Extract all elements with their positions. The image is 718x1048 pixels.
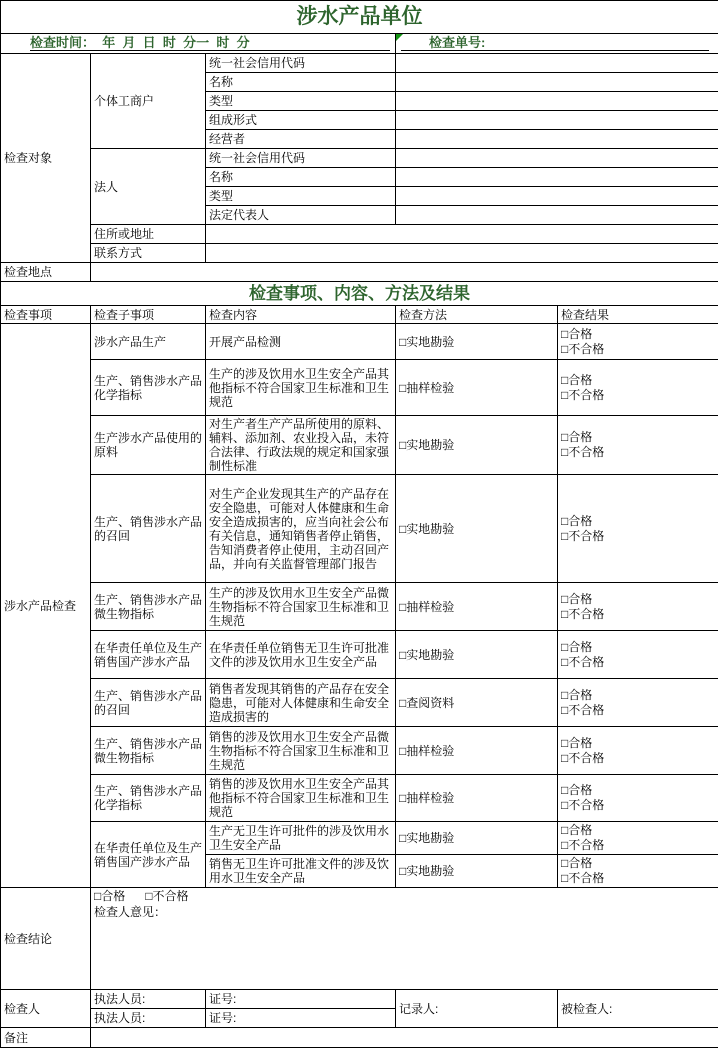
field-value-cell[interactable] <box>396 187 718 206</box>
method-checkbox-cell[interactable]: □抽样检验 <box>396 583 558 631</box>
field-label: 统一社会信用代码 <box>206 149 396 168</box>
content-cell: 对生产者生产产品所使用的原料、辅料、添加剂、农业投入品，未符合法律、行政法规的规定和国家强制性标准 <box>206 416 396 475</box>
result-pass-checkbox[interactable]: □合格 <box>561 823 715 838</box>
table-row <box>1 727 718 775</box>
content-cell: 销售者发现其销售的产品存在安全隐患，可能对人体健康和生命安全造成损害的 <box>206 679 396 727</box>
subitem-cell: 生产、销售涉水产品的召回 <box>91 679 206 727</box>
group-label-individual: 个体工商户 <box>91 54 206 149</box>
result-fail-checkbox[interactable]: □不合格 <box>561 703 715 718</box>
field-value-cell[interactable] <box>396 73 718 92</box>
table-row <box>1 631 718 679</box>
col-header-item: 检查事项 <box>1 306 91 324</box>
field-label: 名称 <box>206 73 396 92</box>
result-pass-checkbox[interactable]: □合格 <box>561 783 715 798</box>
field-value-cell[interactable] <box>396 149 718 168</box>
col-header-result: 检查结果 <box>558 306 718 324</box>
field-label-address: 住所或地址 <box>91 225 206 244</box>
result-cell <box>558 583 718 631</box>
content-cell: 销售的涉及饮用水卫生安全产品其他指标不符合国家卫生标准和卫生规范 <box>206 775 396 822</box>
result-cell <box>558 360 718 416</box>
cert-no-field[interactable]: 证号: <box>206 1009 396 1028</box>
field-value-cell[interactable] <box>396 206 718 225</box>
subitem-cell: 在华责任单位及生产销售国产涉水产品 <box>91 822 206 888</box>
result-pass-checkbox[interactable]: □合格 <box>561 688 715 703</box>
field-label: 组成形式 <box>206 111 396 130</box>
subitem-cell: 生产、销售涉水产品化学指标 <box>91 775 206 822</box>
field-value-cell[interactable] <box>206 244 718 263</box>
result-cell <box>558 822 718 855</box>
inspector-opinion-label: 检查人意见： <box>94 905 715 919</box>
doc-number-label[interactable]: 检查单号: <box>401 35 709 51</box>
location-label: 检查地点 <box>1 263 91 282</box>
object-section-label: 检查对象 <box>1 54 91 263</box>
result-cell <box>558 727 718 775</box>
table-row <box>1 324 718 360</box>
field-label: 统一社会信用代码 <box>206 54 396 73</box>
result-fail-checkbox[interactable]: □不合格 <box>561 838 715 853</box>
field-label-contact: 联系方式 <box>91 244 206 263</box>
result-pass-checkbox[interactable]: □合格 <box>561 373 715 388</box>
result-cell <box>558 324 718 360</box>
table-row <box>1 775 718 822</box>
location-value-cell[interactable] <box>91 263 718 282</box>
conclusion-label: 检查结论 <box>1 888 91 990</box>
result-fail-checkbox[interactable]: □不合格 <box>561 529 715 544</box>
method-checkbox-cell[interactable]: □实地勘验 <box>396 855 558 888</box>
method-checkbox-cell[interactable]: □实地勘验 <box>396 631 558 679</box>
method-checkbox-cell[interactable]: □实地勘验 <box>396 416 558 475</box>
remarks-label: 备注 <box>1 1028 91 1048</box>
result-cell <box>558 475 718 583</box>
subitem-cell: 在华责任单位及生产销售国产涉水产品 <box>91 631 206 679</box>
content-cell: 在华责任单位销售无卫生许可批准文件的涉及饮用水卫生安全产品 <box>206 631 396 679</box>
method-checkbox-cell[interactable]: □实地勘验 <box>396 324 558 360</box>
content-cell: 对生产企业发现其生产的产品存在安全隐患，可能对人体健康和生命安全造成损害的，应当向社会公布有关信息，通知销售者停止销售，告知消费者停止使用，主动召回产品，并向有关监督管理部门报告 <box>206 475 396 583</box>
table-row <box>1 583 718 631</box>
content-cell: 生产无卫生许可批件的涉及饮用水卫生安全产品 <box>206 822 396 855</box>
subitem-cell: 生产、销售涉水产品微生物指标 <box>91 583 206 631</box>
remarks-value-cell[interactable] <box>91 1028 718 1048</box>
result-pass-checkbox[interactable]: □合格 <box>561 640 715 655</box>
doc-number-cell[interactable] <box>396 34 718 54</box>
field-label: 名称 <box>206 168 396 187</box>
subitem-cell: 涉水产品生产 <box>91 324 206 360</box>
content-cell: 生产的涉及饮用水卫生安全产品微生物指标不符合国家卫生标准和卫生规范 <box>206 583 396 631</box>
subitem-cell: 生产、销售涉水产品化学指标 <box>91 360 206 416</box>
result-pass-checkbox[interactable]: □合格 <box>561 856 715 871</box>
table-row <box>1 475 718 583</box>
method-checkbox-cell[interactable]: □实地勘验 <box>396 475 558 583</box>
officer-field[interactable]: 执法人员: <box>91 1009 206 1028</box>
result-fail-checkbox[interactable]: □不合格 <box>561 655 715 670</box>
result-pass-checkbox[interactable]: □合格 <box>561 736 715 751</box>
group-label-legal-person: 法人 <box>91 149 206 225</box>
col-header-content: 检查内容 <box>206 306 396 324</box>
recorder-field[interactable]: 记录人: <box>396 990 558 1028</box>
field-value-cell[interactable] <box>396 111 718 130</box>
officer-field[interactable]: 执法人员: <box>91 990 206 1009</box>
form-title: 涉水产品单位 <box>1 1 718 34</box>
result-fail-checkbox[interactable]: □不合格 <box>561 607 715 622</box>
conclusion-cell[interactable] <box>91 888 718 990</box>
method-checkbox-cell[interactable]: □实地勘验 <box>396 822 558 855</box>
table-row <box>1 360 718 416</box>
field-label: 经营者 <box>206 130 396 149</box>
field-value-cell[interactable] <box>396 168 718 187</box>
inspection-time-cell[interactable] <box>1 34 396 54</box>
field-label: 法定代表人 <box>206 206 396 225</box>
col-header-subitem: 检查子事项 <box>91 306 206 324</box>
conclusion-checkboxes[interactable]: □合格 □不合格 <box>94 889 715 904</box>
method-checkbox-cell[interactable]: □抽样检验 <box>396 775 558 822</box>
inspected-party-field[interactable]: 被检查人: <box>558 990 718 1028</box>
result-cell <box>558 416 718 475</box>
result-fail-checkbox[interactable]: □不合格 <box>561 871 715 886</box>
inspector-section-label: 检查人 <box>1 990 91 1028</box>
result-pass-checkbox[interactable]: □合格 <box>561 514 715 529</box>
result-cell <box>558 775 718 822</box>
result-cell <box>558 679 718 727</box>
field-label: 类型 <box>206 92 396 111</box>
table-row <box>1 416 718 475</box>
content-cell: 开展产品检测 <box>206 324 396 360</box>
result-cell <box>558 631 718 679</box>
method-checkbox-cell[interactable]: □抽样检验 <box>396 360 558 416</box>
content-cell: 销售无卫生许可批准文件的涉及饮用水卫生安全产品 <box>206 855 396 888</box>
field-value-cell[interactable] <box>206 225 718 244</box>
subitem-cell: 生产涉水产品使用的原料 <box>91 416 206 475</box>
table-row <box>1 822 718 855</box>
content-cell: 生产的涉及饮用水卫生安全产品其他指标不符合国家卫生标准和卫生规范 <box>206 360 396 416</box>
result-pass-checkbox[interactable]: □合格 <box>561 327 715 342</box>
field-value-cell[interactable] <box>396 92 718 111</box>
col-header-method: 检查方法 <box>396 306 558 324</box>
result-pass-checkbox[interactable]: □合格 <box>561 430 715 445</box>
result-pass-checkbox[interactable]: □合格 <box>561 592 715 607</box>
table-row <box>1 679 718 727</box>
field-label: 类型 <box>206 187 396 206</box>
subitem-cell: 生产、销售涉水产品微生物指标 <box>91 727 206 775</box>
result-fail-checkbox[interactable]: □不合格 <box>561 751 715 766</box>
result-fail-checkbox[interactable]: □不合格 <box>561 445 715 460</box>
section-title: 检查事项、内容、方法及结果 <box>1 282 718 306</box>
content-cell: 销售的涉及饮用水卫生安全产品微生物指标不符合国家卫生标准和卫生规范 <box>206 727 396 775</box>
inspection-time-label[interactable]: 检查时间： 年 月 日 时 分一 时 分 <box>30 35 390 51</box>
result-fail-checkbox[interactable]: □不合格 <box>561 342 715 357</box>
result-fail-checkbox[interactable]: □不合格 <box>561 798 715 813</box>
field-value-cell[interactable] <box>396 130 718 149</box>
method-checkbox-cell[interactable]: □抽样检验 <box>396 727 558 775</box>
green-corner-flag-icon <box>396 34 403 41</box>
subitem-cell: 生产、销售涉水产品的召回 <box>91 475 206 583</box>
method-checkbox-cell[interactable]: □查阅资料 <box>396 679 558 727</box>
field-value-cell[interactable] <box>396 54 718 73</box>
cert-no-field[interactable]: 证号: <box>206 990 396 1009</box>
result-cell <box>558 855 718 888</box>
result-fail-checkbox[interactable]: □不合格 <box>561 388 715 403</box>
category-label: 涉水产品检查 <box>1 324 91 888</box>
